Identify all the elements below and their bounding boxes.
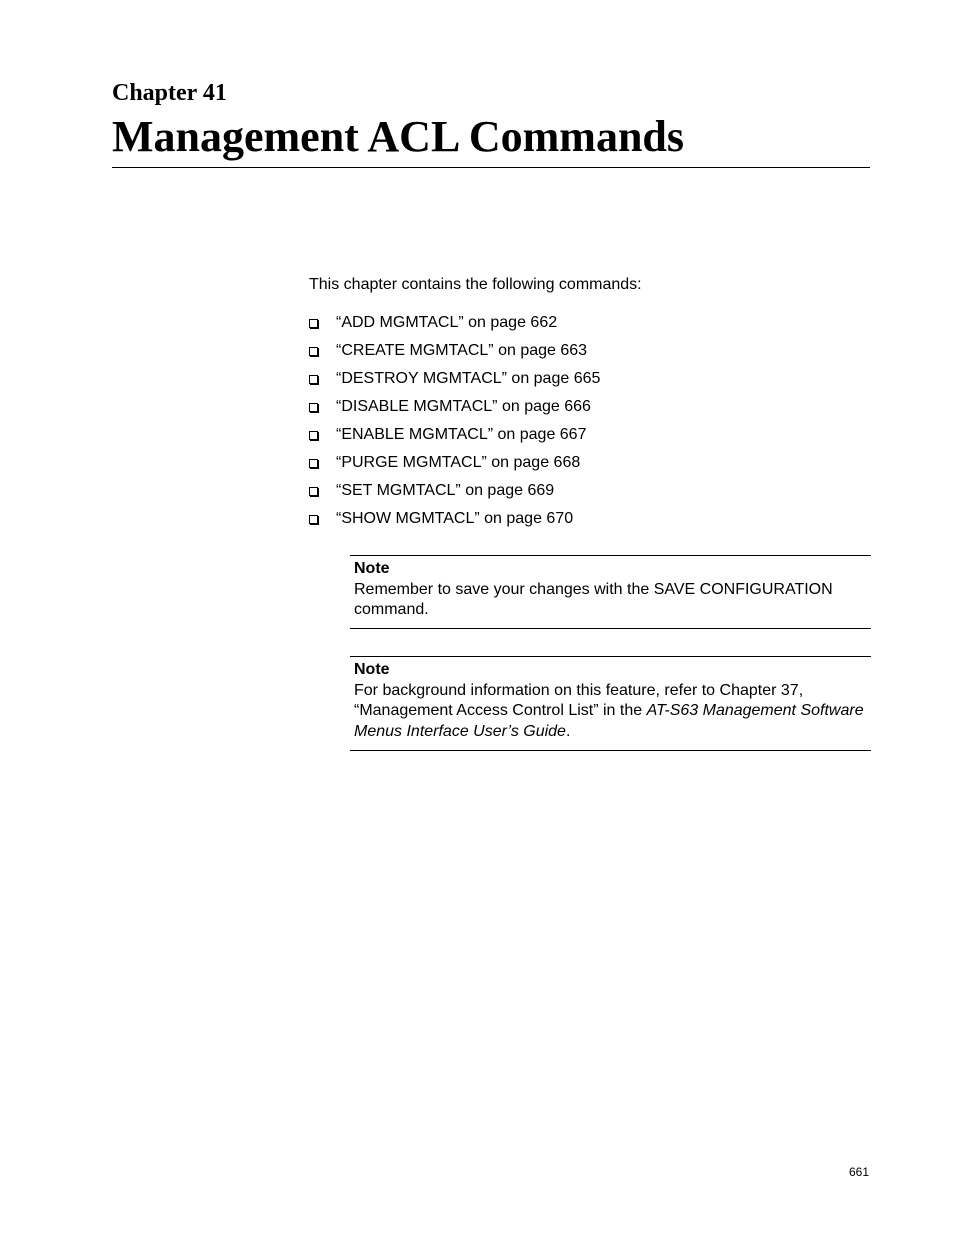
page-number: 661 xyxy=(848,1165,869,1179)
note-body-text: For background information on this feature, refer to Chapter 37, “Management Access Control List” in the xyxy=(354,681,804,719)
list-item xyxy=(309,453,600,481)
command-list xyxy=(309,313,600,537)
command-link[interactable]: “SET MGMTACL” on page 669 xyxy=(336,482,555,499)
checkbox-square-icon xyxy=(309,403,318,412)
checkbox-square-icon xyxy=(309,347,318,356)
checkbox-square-icon xyxy=(309,515,318,524)
note-body xyxy=(354,681,867,743)
command-link[interactable]: “PURGE MGMTACL” on page 668 xyxy=(336,454,581,471)
list-item xyxy=(309,341,600,369)
note-box-background xyxy=(350,656,871,751)
list-item xyxy=(309,397,600,425)
list-item xyxy=(309,425,600,453)
list-item xyxy=(309,481,600,509)
command-link[interactable]: “SHOW MGMTACL” on page 670 xyxy=(336,510,574,527)
chapter-title: Management ACL Commands xyxy=(112,112,685,161)
command-link[interactable]: “DISABLE MGMTACL” on page 666 xyxy=(336,398,591,415)
list-item xyxy=(309,509,600,537)
command-link[interactable]: “ADD MGMTACL” on page 662 xyxy=(336,314,558,331)
checkbox-square-icon xyxy=(309,459,318,468)
intro-text: This chapter contains the following commands: xyxy=(309,276,642,293)
checkbox-square-icon xyxy=(309,375,318,384)
checkbox-square-icon xyxy=(309,319,318,328)
note-body-end: . xyxy=(565,722,571,740)
checkbox-square-icon xyxy=(309,431,318,440)
list-item xyxy=(309,369,600,397)
note-heading: Note xyxy=(354,661,390,678)
command-link[interactable]: “ENABLE MGMTACL” on page 667 xyxy=(336,426,587,443)
note-heading: Note xyxy=(354,560,390,577)
note-body: Remember to save your changes with the SAVE CONFIGURATION command. xyxy=(354,580,833,618)
title-divider xyxy=(112,167,870,168)
command-link[interactable]: “CREATE MGMTACL” on page 663 xyxy=(336,342,588,359)
note-box-save xyxy=(350,555,871,629)
guide-title: AT-S63 Management Software Menus Interface User’s Guide xyxy=(354,702,864,740)
checkbox-square-icon xyxy=(309,487,318,496)
command-link[interactable]: “DESTROY MGMTACL” on page 665 xyxy=(336,370,601,387)
list-item xyxy=(309,313,600,341)
chapter-label: Chapter 41 xyxy=(112,80,227,106)
